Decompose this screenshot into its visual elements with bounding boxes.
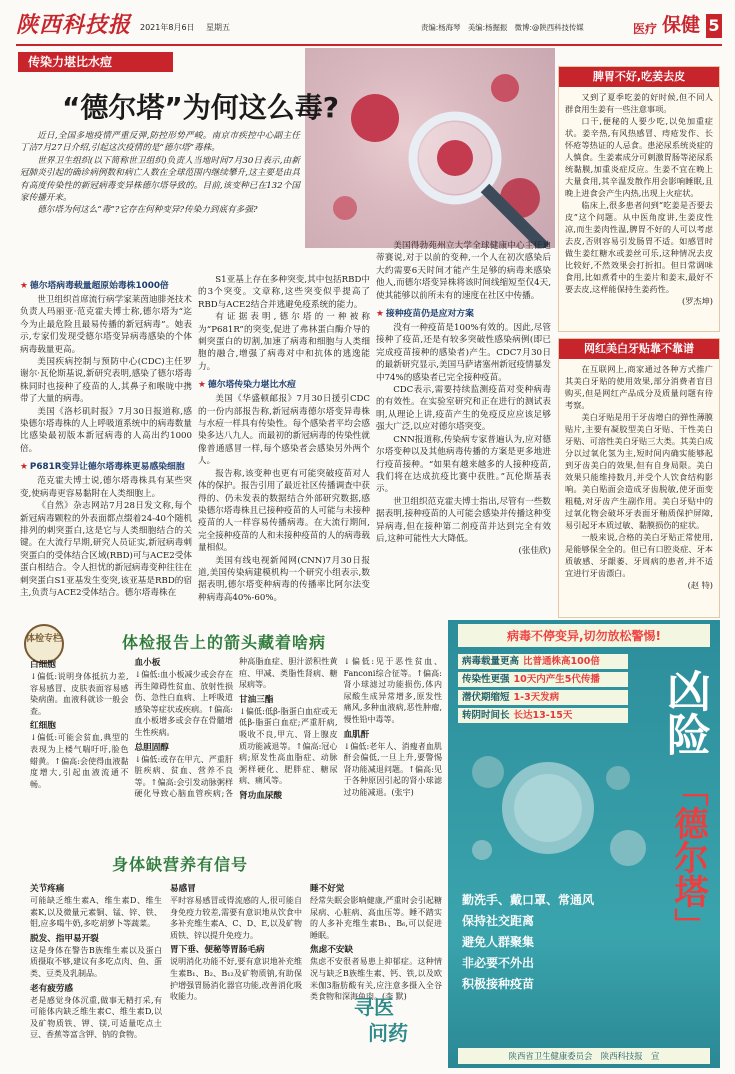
poster-fact-value: 长达13-15天 [513,710,573,721]
checkup-item-heading: 白细胞 [30,660,56,670]
checkup-item-text: ↓偏低:或存在甲亢、严重肝脏疾病、贫血、营养不良等。↑偏高:会引发动脉粥样硬化导致心脑血管疾病;各种高脂血症、胆汁淤积性黄疸、甲减、类脂性肾病、糖尿病等。 [134,657,338,799]
signal-text: 平时容易感冒或得流感的人,很可能自身免疫力较差,需要有意识地从饮食中多补充维生素A、C、D、E,以及矿物质铁、锌以提升免疫力。 [170,896,302,940]
signal-text: 老是感觉身体沉重,做事无精打采,有可能体内缺乏维生素C、维生素D,以及矿物质铁、钾、镁,可适量吃点土豆、香蕉等富含钾、钠的食物。 [30,995,162,1040]
issue-date: 2021年8月6日 [140,23,195,32]
section-subhead: ★ 接种疫苗仍是应对方案 [376,306,551,319]
poster-footer: 陕西省卫生健康委员会 陕西科技报 宣 [458,1048,710,1064]
body-paragraph: 没有一种疫苗是100%有效的。因此,尽管接种了疫苗,还是有较多突破性感染病例(即已完成疫苗接种的感染者)产生。CDC7月30日的最新研究显示,美国马萨诸塞州新冠疫情暴发中74%的感染者已完全接种疫苗。 [376,323,551,383]
body-paragraph: 美国《洛杉矶时报》7月30日报道称,感染德尔塔毒株的人上呼吸道系统中的病毒数量比感染最初版本新冠病毒的人高出约1000倍。 [20,406,192,454]
body-paragraph: S1亚基上存在多种突变,其中包括RBD中的3个突变。文章称,这些突变似乎提高了RBD与ACE2结合并逃避免疫系统的能力。 [198,275,370,310]
byline: (赵 特) [687,580,713,590]
poster-facts [458,654,628,726]
signal-heading: 脱发、指甲易开裂 [30,933,99,944]
intro-paragraph: 世界卫生组织(以下简称世卫组织)负责人当地时间7月30日表示,由新冠肺炎引起的确诊病例数和病亡人数在全球范围内继续攀升,这主要是由具有高度传染性的新冠病毒变异株德尔塔导致的。目前,该变种已在132个国家传播开来。 [20,155,300,204]
checkup-item-heading: 甘油三酯 [239,694,274,705]
signals-title: 身体缺营养有信号 [112,855,249,874]
body-paragraph: 报告称,该变种也更有可能突破疫苗对人体的保护。报告引用了最近社区传播调查中获得的、仍未发表的数据结合外部研究数据,感染德尔塔毒株且已接种疫苗的人可能与未接种疫苗的人一样容易传播病毒。在大流行期间,完全接种疫苗的人和未接种疫苗的人的病毒载量相似。 [198,468,370,554]
checkup-badge-label: 体检专栏 [26,634,63,644]
body-paragraph: 有证据表明,德尔塔的一种被称为“P681R”的突变,促进了弗林蛋白酶介导的刺突蛋白的切割,加速了病毒和细胞与人类细胞的融合,增强了病毒对中和抗体的逃逸能力。 [198,312,370,372]
checkup-item-heading: 红细胞 [30,721,56,732]
poster-fact-key: 潜伏期缩短 [462,692,510,703]
poster-tips [462,890,652,995]
checkup-item-heading: 总胆固醇 [134,742,169,753]
side-article-whitening [558,338,720,618]
poster-fact-value: 1-3天发病 [513,692,560,703]
delta-poster [448,620,720,1068]
masthead [16,6,722,46]
poster-fact-value: 比普通株高100倍 [523,656,600,667]
body-paragraph: CDC表示,需要持续监测疫苗对变种病毒的有效性。在实验室研究和正在进行的测试表明,从理论上讲,疫苗产生的免疫反应应该足够强大广泛,以应对德尔塔突变。 [376,385,551,433]
signal-heading: 老有疲劳感 [30,983,73,994]
poster-fact-key: 转阴时间长 [462,710,510,721]
checkup-body [30,656,442,856]
section-subhead: ★ 德尔塔病毒载量超原始毒株1000倍 [20,278,192,291]
signals-column-1 [30,880,162,1041]
signal-text: 可能缺乏维生素A、维生素D、维生素K,以及微量元素铜、锰、锌、铁、钼,应多喝牛奶,多吃胡萝卜等蔬菜。 [30,896,162,929]
body-paragraph: 美国疾病控制与预防中心(CDC)主任罗谢尔·瓦伦斯基说,新研究表明,感染了德尔塔毒株同时也接种了疫苗的人,其鼻子和喉咙中携带了大量的病毒。 [20,357,192,405]
stamp-line-1: 寻医 [354,995,394,1019]
byline: (张佳欣) [518,546,551,557]
page-number: 5 [706,14,722,38]
signal-text: 焦虑不安很者易患上抑郁症。这种情况与缺乏B族维生素、钙、铁,以及欧米伽3脂肪酸有关,应注意多摄入全谷类食物和深海鱼肉。(李 默) [310,957,442,1002]
lead-column-1 [20,274,192,599]
lead-column-2 [198,274,370,604]
lead-headline: “德尔塔”为何这么毒? [62,91,340,124]
side-paragraph: 在互联网上,商家通过各种方式推广其美白牙贴的使用效果,部分消费者盲目购买,但是网红产品成分及质量问题有待考察。 [565,364,713,410]
section-small: 医疗 [633,22,658,36]
body-paragraph: 世卫组织首席流行病学家莱茵迪腓尧技术负责人玛丽亚·范克霍夫博士称,德尔塔为“迄今为止最危险且最易传播的新冠病毒”。她表示,专家们发现受德尔塔变异病毒感染的个体病毒载量更高。 [20,295,192,355]
body-paragraph: 《自然》杂志网站7月28日发文称,每个新冠病毒颗粒的外表面都点缀着24-40个随机排列的刺突蛋白,这是它与人类细胞结合的关键。在大流行早期,研究人员证实,新冠病毒刺突蛋白的受体结合区域(RBD)可与ACE2受体蛋白相结合。令人担忧的新冠病毒变种往往在刺突蛋白S1亚基发生变突,该亚基是RBD的宿主,负责与ACE2受体结合。德尔塔毒株在 [20,501,192,598]
poster-fact-value: 10天内产生5代传播 [513,674,600,685]
poster-big-2: 「德尔塔」 [668,772,708,942]
body-paragraph: 美国有线电视新闻网(CNN)7月30日报道,美国传染病建模机构一个研究小组表示,数据表明,德尔塔变种病毒的传播率比阿尔法变种病毒高40%-60%。 [198,555,370,603]
poster-big-1: 凶险 [659,668,710,756]
side-paragraph: 又到了夏季吃姜的好时候,但不同人群食用生姜有一些注意事项。 [565,92,713,114]
poster-tip: 非必要不外出 [462,956,535,970]
signal-heading: 易感冒 [170,884,196,894]
poster-banner: 病毒不停变异,切勿放松警惕! [458,624,710,647]
intro-paragraph: 近日,全国多地疫情严重反弹,防控形势严峻。南京市疾控中心副主任丁洁7月27日介绍,引起这次疫情的是“德尔塔”毒株。 [20,131,300,154]
body-paragraph: 美国《华盛顿邮报》7月30日援引CDC的一份内部报告称,新冠病毒德尔塔变异毒株与水痘一样具有传染性。每个感染者平均会感染多达八九人。而最初的新冠病毒的传染性就像普通感冒一样,每个感染者会感染另外两个人。 [198,394,370,467]
poster-fact-row [458,672,628,687]
stamp-seek-doctor [354,994,444,1058]
section-big: 保健 [662,14,701,36]
masthead-logo: 陕西科技报 [16,12,132,38]
poster-fact-row [458,654,628,669]
poster-tip: 积极接种疫苗 [462,977,535,991]
side2-title: 网红美白牙贴靠不靠谱 [559,339,719,359]
poster-tip: 勤洗手、戴口罩、常通风 [462,893,595,907]
signals-column-3 [310,880,442,1003]
virus-art [458,738,658,878]
poster-fact-row [458,708,628,723]
poster-fact-row [458,690,628,705]
signal-heading: 焦虑不安缺 [310,945,353,956]
lead-column-3 [376,240,551,558]
body-paragraph: 范克霍夫博士说,德尔塔毒株具有某些突变,使病毒更容易黏附在人类细胞上。 [20,476,192,499]
side-article-ginger [558,66,720,332]
side-paragraph: 一般来说,合格的美白牙贴正常使用,是能够保全全的。但已有口腔炎症、牙本质敏感、牙龈萎、牙周病的患者,并不适宜进行牙齿漂白。 [565,532,713,578]
signal-heading: 关节疼痛 [30,884,65,894]
intro-paragraph: 德尔塔为何这么“毒”?它存在何种变异?传染力到底有多强? [37,205,258,216]
side-paragraph: 口干,便秘的人要少吃,以免加重症状。姜辛热,有风热感冒、痔疮发作、长怀疮等热证的人忌食。患泌尿系统炎症的人慎食。生姜素成分可刺激胃肠等泌尿系统黏膜,加重炎症反应。生姜不宜在晚上大量食用,其辛温发散作用会影响睡眠,且晚上进食会产生内热,出现上火症状。 [565,116,713,198]
checkup-item-text: ↓偏低:老年人、消瘦者血肌酐会偏低,一旦上升,要警惕肾功能减退问题。↑偏高:见于各种原因引起的肾小球滤过功能减退。(张宇) [343,741,442,797]
issue-weekday: 星期五 [206,23,230,32]
checkup-item-text: ↓偏低:血小板减少或会存在再生障碍性贫血、放射性损伤、急性白血病、上呼吸道感染等症状或疾病。↑偏高:血小板增多或会存在骨髓增生性疾病。 [134,670,233,737]
checkup-item-heading: 血肌酐 [343,729,370,740]
body-paragraph: CNN报道称,传染病专家普遍认为,应对德尔塔变种以及其他病毒传播的方案是更多地进行疫苗接种。“如果有越来越多的人接种疫苗,我们将在达成抗疫比赛中获胜。”瓦伦斯基表示。 [376,434,551,495]
checkup-item-text: ↓偏低:说明身体抵抗力差,容易感冒、皮肤表面容易感染病菌。血液科就诊一般会查。 [30,672,129,716]
section-subhead: ★ P681R变异让德尔塔毒株更易感染细胞 [20,459,192,472]
lead-kicker: 传染力堪比水痘 [18,52,173,72]
signal-heading: 睡不好觉 [310,884,345,894]
poster-fact-key: 传染性更强 [462,674,510,685]
signal-text: 说明消化功能不好,要有意识地补充维生素B₁、B₂、B₁₂及矿物质钠,有助保护增强胃肠消化器官功能,改善消化吸收能力。 [170,957,302,1002]
signal-text: 这是身体在警告B族维生素以及蛋白质摄取不够,建议有多吃点肉、鱼、蛋类、豆类及乳制品。 [30,945,162,978]
virus-illustration [305,48,555,248]
section-subhead: ★ 德尔塔传染力堪比水痘 [198,377,370,390]
lead-intro [20,130,300,217]
byline: (罗杰坤) [682,296,713,306]
checkup-item-heading: 肾功血尿酸 [239,790,282,801]
signals-column-2 [170,880,302,1003]
checkup-item-text: ↓偏低:可能会贫血,典型的表现为上楼气喘吁吁,脸色蜡黄。↑偏高:会使得血液黏度增大,引起血液流通不畅。 [30,733,129,789]
poster-fact-key: 病毒载量更高 [462,656,520,667]
checkup-item-heading: 血小板 [134,658,161,668]
side-paragraph: 临床上,很多患者问到“吃姜是否要去皮”这个问题。从中医角度讲,生姜皮性凉,而生姜肉性温,脾胃不好的人可以考虑去皮,否则容易引发肠胃不适。如感冒时做生姜红糖水或姜丝可乐,这种情况去皮比较好,不然效果会打折扣。但日常调味食用,比如煮肴中的生姜片和姜末,最好不要去皮,这样能保持生姜药性。 [565,200,713,294]
checkup-item-text: ↓偏低:低β-脂蛋白血症或无低β-脂蛋白血症;严重肝病,吸收不良,甲亢、肾上腺皮质功能减退等。↑偏高:冠心病;原发性高血脂症、动脉粥样硬化、肥胖症、糖尿病、痛风等。 [239,706,338,786]
editor-credits: 责编:杨海琴 美编:杨掘振 微博:@陕西科技传媒 [421,23,584,32]
poster-tip: 保持社交距离 [462,914,535,928]
side-paragraph: 美白牙贴是用于牙齿增白的弹性薄膜贴片,主要有凝胶型美白牙贴、干性美白牙贴、可溶性美白牙贴三大类。其美白成分以过氧化氢为主,短时间内确实能够起到牙齿美白的效果,但有自身局限。美白效果只能维持数月,并受个人饮食结构影响。美白贴面会造成牙齿脱敏,使牙面变粗糙,对牙齿产生副作用。美白牙贴中的过氧化物会破坏牙表面牙釉质保护屏障,易引起牙本质过敏、黏膜损伤的症状。 [565,412,713,530]
stamp-line-2: 问药 [368,1021,408,1045]
checkup-item-text: ↓偏低:见于恶性贫血、Fanconi综合征等。↑偏高:肾小球滤过功能损伤,体内尿酸生成异常增多,原发性痛风,多种血液病,恶性肿瘤,慢性铅中毒等。 [343,657,442,724]
body-paragraph: 世卫组织范克霍夫博士指出,尽管有一些数据表明,接种疫苗的人可能会感染并传播这种变异病毒,但在接种第二剂疫苗并达到完全有效后,这种可能性大大降低。 [376,496,551,544]
checkup-title: 体检报告上的箭头藏着啥病 [122,633,327,652]
signal-text: 经常失眠会影响健康,严重时会引起糖尿病、心脏病、高血压等。睡不踏实的人多补充维生素B₁、B₆,可以促进睡眠。 [310,896,442,940]
side1-title: 脾胃不好,吃姜去皮 [559,67,719,87]
signal-heading: 胃下垂、便秘等胃肠毛病 [170,945,265,956]
poster-tip: 避免人群聚集 [462,935,535,949]
body-paragraph: 美国得勃苑州立大学全球健康中心主任迪蒂赛说,对于以前的变种,一个人在初次感染后大约需要6天时间才能产生足够的病毒来感染他人,而德尔塔变异株将该时间线缩短至仅4天,使其能够以前所未有的速度在社区中传播。 [376,241,551,301]
